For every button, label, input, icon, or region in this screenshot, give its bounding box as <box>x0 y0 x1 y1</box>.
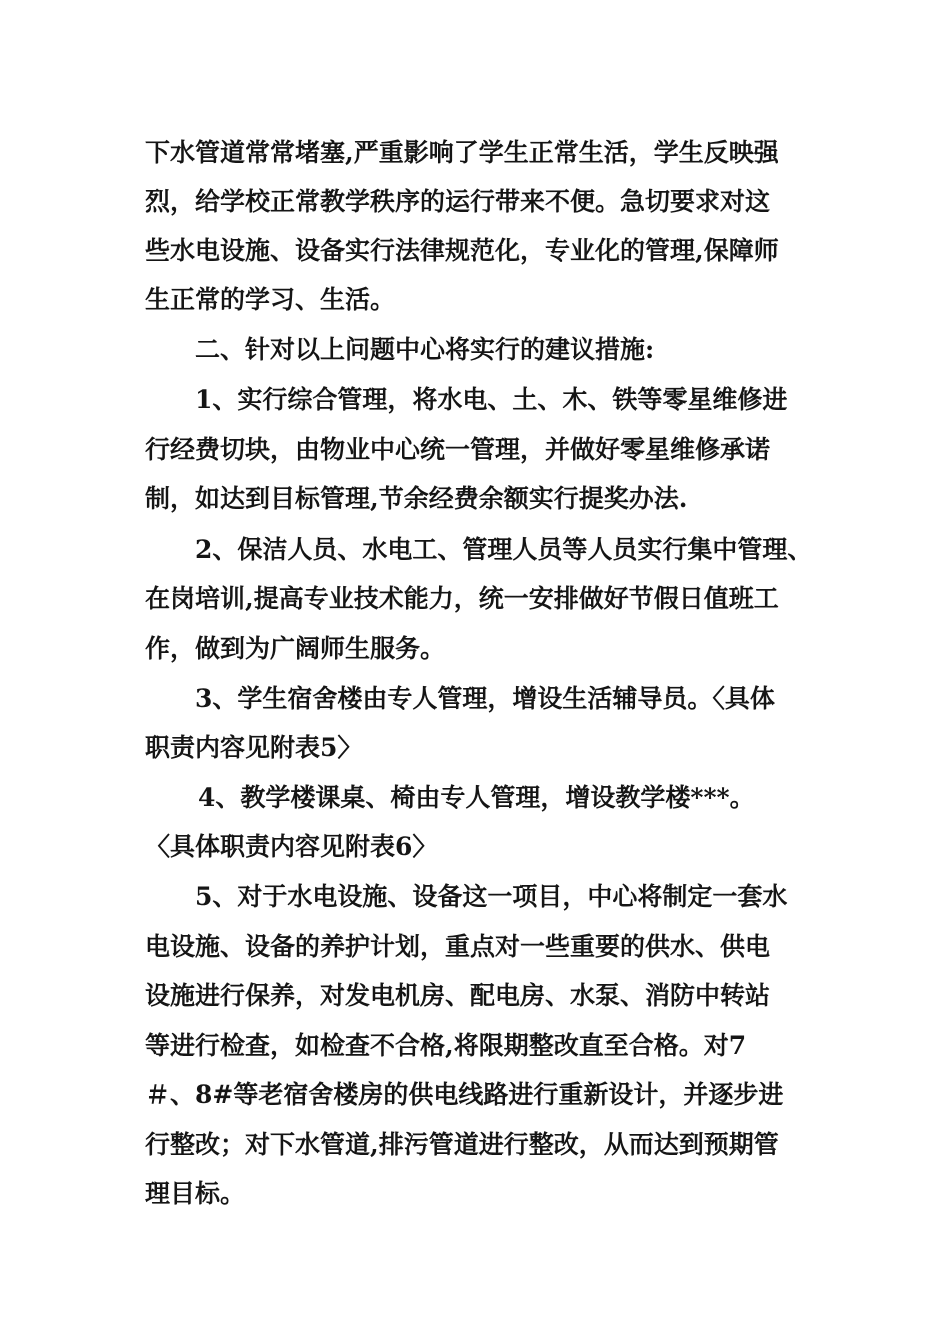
text-line-2: 烈，给学校正常教学秩序的运行带来不便。急切要求对这 <box>145 187 771 216</box>
text-line-6: 1、实行综合管理，将水电、土、木、铁等零星维修进 <box>195 385 788 414</box>
text-line-8: 制，如达到目标管理,节余经费余额实行提奖办法. <box>145 484 688 513</box>
text-line-7: 行经费切块，由物业中心统一管理，并做好零星维修承诺 <box>145 435 771 464</box>
text-line-22: 理目标。 <box>145 1179 246 1208</box>
text-line-12: 3、学生宿舍楼由专人管理，增设生活辅导员。〈具体 <box>195 684 775 713</box>
text-line-15: 〈具体职责内容见附表6〉 <box>145 832 438 861</box>
text-line-19: 等进行检查，如检查不合格,将限期整改直至合格。对7 <box>145 1031 747 1060</box>
text-line-9: 2、保洁人员、水电工、管理人员等人员实行集中管理、 <box>195 535 813 564</box>
text-line-18: 设施进行保养，对发电机房、配电房、水泵、消防中转站 <box>145 981 771 1010</box>
section-heading-2: 二、针对以上问题中心将实行的建议措施: <box>195 335 655 364</box>
text-line-16: 5、对于水电设施、设备这一项目，中心将制定一套水 <box>195 882 788 911</box>
text-line-14: 4、教学楼课桌、椅由专人管理，增设教学楼***。 <box>198 783 755 812</box>
text-line-20: ＃、8#等老宿舍楼房的供电线路进行重新设计，并逐步进 <box>145 1080 784 1109</box>
text-line-17: 电设施、设备的养护计划，重点对一些重要的供水、供电 <box>145 932 771 961</box>
text-line-3: 些水电设施、设备实行法律规范化，专业化的管理,保障师 <box>145 236 779 265</box>
text-line-10: 在岗培训,提高专业技术能力，统一安排做好节假日值班工 <box>145 584 779 613</box>
text-line-11: 作，做到为广阔师生服务。 <box>145 634 446 663</box>
text-line-4: 生正常的学习、生活。 <box>145 285 396 314</box>
text-line-21: 行整改；对下水管道,排污管道进行整改，从而达到预期管 <box>145 1130 779 1159</box>
text-line-13: 职责内容见附表5〉 <box>145 733 363 762</box>
text-line-1: 下水管道常常堵塞,严重影响了学生正常生活，学生反映强 <box>145 138 779 167</box>
